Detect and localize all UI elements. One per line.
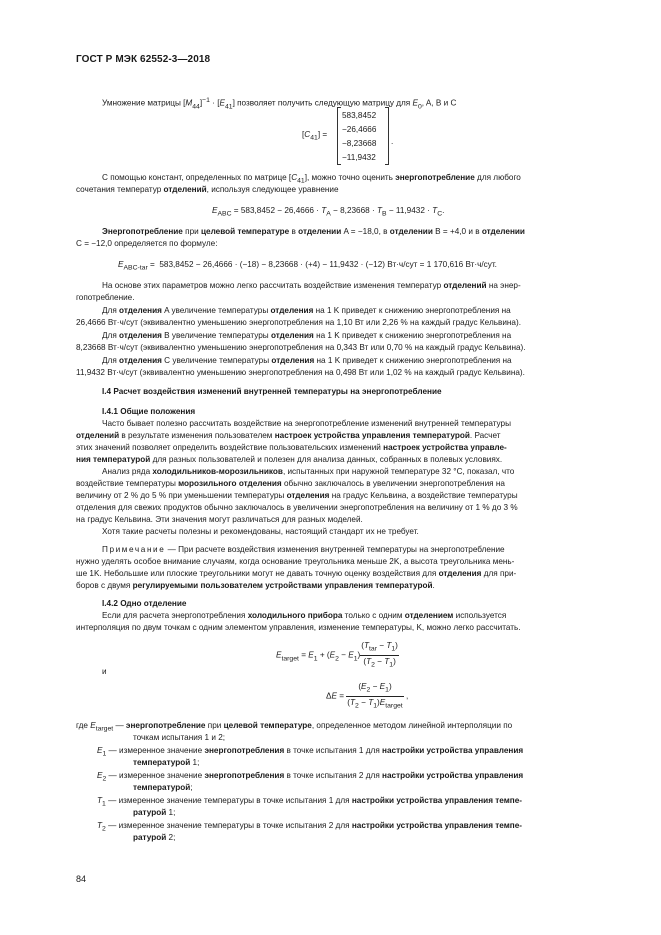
paragraph-line: Анализ ряда холодильников-морозильников, испытанных при наружной температуре 32 °C, показал, что [102,467,515,476]
paragraph-line: на градус Кельвина. Эти значения могут различаться для разных моделей. [76,515,363,524]
equation-eabc: $E_{ABC} = 583,8452 - 26,4666 \cdot T_A - 8,23668 \cdot T_B - 11,9432 \cdot T_C$. [212,206,445,218]
note-label: Примечание [102,545,166,554]
equation-etarget: $E_{target} = E_1 + (E_2 - E_1)$ $\frac{(T_{tar} - T_1)}{(T_2 - T_1)}$ [276,640,399,671]
paragraph-line: этих значений позволяет определить воздействие пользовательских изменений настроек устройства управле- [76,443,507,452]
definition-line: ратурой 1; [133,808,176,817]
definition-term: $T_1$ — измеренное значение температуры в точке испытания 1 для настройки устройства управления темпе- [97,796,522,808]
matrix-value: −11,9432 [342,153,376,162]
paragraph-line: сочетания температур отделений, используя следующее уравнение [76,185,339,194]
matrix-intro: Умножение матрицы $[M_{44}]^{-1} \cdot [E_{41}]$ позволяет получить следующую матрицу для $E_0$, A, B и C [102,97,457,111]
equation-eabc-tar: $E_{ABC-tar} = 583,8452 - 26,4666 \cdot (-18) - 8,23668 \cdot (+4) - 11,9432 \cdot (-12) Вт\cdot ч/сут = 1$ 170,616 Вт·ч/сут. [118,260,497,272]
paragraph-line: отделения для свежих продуктов обычно заключалось в увеличении энергопотребления на величину от 1 % до 3 % [76,503,518,512]
section-heading: I.4 Расчет воздействия изменений внутренней температуры на энергопотребление [102,387,442,396]
paragraph-line: 8,23668 Вт·ч/сут (эквивалентно уменьшению энергопотребления на 0,343 Вт или 0,70 % на каждый градус Кельвина). [76,343,526,352]
note-line: нужно уделять особое внимание случаям, когда основание треугольника меньше 2K, а высота треугольника мень- [76,557,515,566]
definition-line: точкам испытания 1 и 2; [133,733,226,742]
conjunction: и [102,667,107,676]
note-line: боров с двумя регулируемыми пользователем устройствами управления температурой. [76,581,435,590]
paragraph-line: 11,9432 Вт·ч/сут (эквивалентно уменьшению энергопотребления на 0,498 Вт или 1,02 % на каждый градус Кельвина). [76,368,525,377]
equation-delta-e: ΔE = $\frac{(E_2 - E_1)}{(T_2 - T_1)E_{target}}$ , [326,681,408,712]
matrix-label: $[C_{41}]$ = [302,130,328,142]
matrix-trailing: . [391,137,394,146]
matrix-value: −26,4666 [342,125,377,134]
paragraph-line: Для отделения A увеличение температуры отделения на 1 K приведет к снижению энергопотребления на [102,306,511,315]
definition-term: где $E_{target}$ — энергопотребление при целевой температуре, определенное методом линейной интерполяции по [76,721,513,733]
paragraph-line: ния температурой для разных пользователей и полезен для анализа данных, собранных в полевых условиях. [76,455,503,464]
fraction: $\frac{(E_2 - E_1)}{(T_2 - T_1)E_{target}}$ [347,682,403,710]
document-header: ГОСТ Р МЭК 62552-3—2018 [76,54,211,65]
note-line: ше 1K. Небольшие или плоские треугольники могут не давать точную оценку воздействия для отделения для при- [76,569,517,578]
definition-line: ратурой 2; [133,833,176,842]
definition-term: $E_1$ — измеренное значение энергопотребления в точке испытания 1 для настройки устройства управления [97,746,524,758]
fraction: $\frac{(T_{tar} - T_1)}{(T_2 - T_1)}$ [361,641,398,669]
paragraph-line: Для отделения C увеличение температуры отделения на 1 K приведет к снижению энергопотребления на [102,356,512,365]
paragraph-line: Хотя такие расчеты полезны и рекомендованы, настоящий стандарт их не требует. [102,527,419,536]
matrix-value: 583,8452 [342,111,377,120]
paragraph-line: воздействие температуры морозильного отделения обычно заключалось в увеличении энергопотребления на [76,479,505,488]
definition-line: температурой; [133,783,193,792]
section-heading: I.4.1 Общие положения [102,407,196,416]
paragraph-line: Часто бывает полезно рассчитать воздействие на энергопотребление изменений внутренней температуры [102,419,511,428]
section-heading: I.4.2 Одно отделение [102,599,187,608]
matrix-value: −8,23668 [342,139,377,148]
definition-term: $T_2$ — измеренное значение температуры в точке испытания 2 для настройки устройства управления темпе- [97,821,522,833]
paragraph-line: гопотребление. [76,293,135,302]
paragraph-line: интерполяция по двум точкам с одним элементом управления, изменение температуры, K, можно легко рассчитать. [76,623,521,632]
paragraph-line: отделений в результате изменения пользователем настроек устройства управления температурой. Расчет [76,431,501,440]
definition-term: $E_2$ — измеренное значение энергопотребления в точке испытания 2 для настройки устройства управления [97,771,524,783]
definition-line: температурой 1; [133,758,200,767]
paragraph-line: Энергопотребление при целевой температуре в отделении A = −18,0, в отделении B = +4,0 и в отделении [102,227,525,236]
paragraph-line: С помощью констант, определенных по матрице $[C_{41}]$, можно точно оценить энергопотребление для любого [102,173,521,185]
paragraph-line: величину от 2 % до 5 % при уменьшении температуры отделения на градус Кельвина, а воздействие температуры [76,491,518,500]
paragraph-line: C = −12,0 определяется по формуле: [76,239,218,248]
paragraph-line: Для отделения B увеличение температуры отделения на 1 K приведет к снижению энергопотребления на [102,331,512,340]
paragraph-line: На основе этих параметров можно легко рассчитать воздействие изменения температур отделений на энер- [102,281,521,290]
paragraph-line: Если для расчета энергопотребления холодильного прибора только с одним отделением используется [102,611,507,620]
matrix-c41 [337,107,389,165]
paragraph-line: 26,4666 Вт·ч/сут (эквивалентно уменьшению энергопотребления на 1,10 Вт или 2,26 % на каждый градус Кельвина). [76,318,521,327]
note-line: Примечание — При расчете воздействия изменения внутренней температуры на энергопотребление [102,545,505,554]
page-number: 84 [76,874,87,884]
